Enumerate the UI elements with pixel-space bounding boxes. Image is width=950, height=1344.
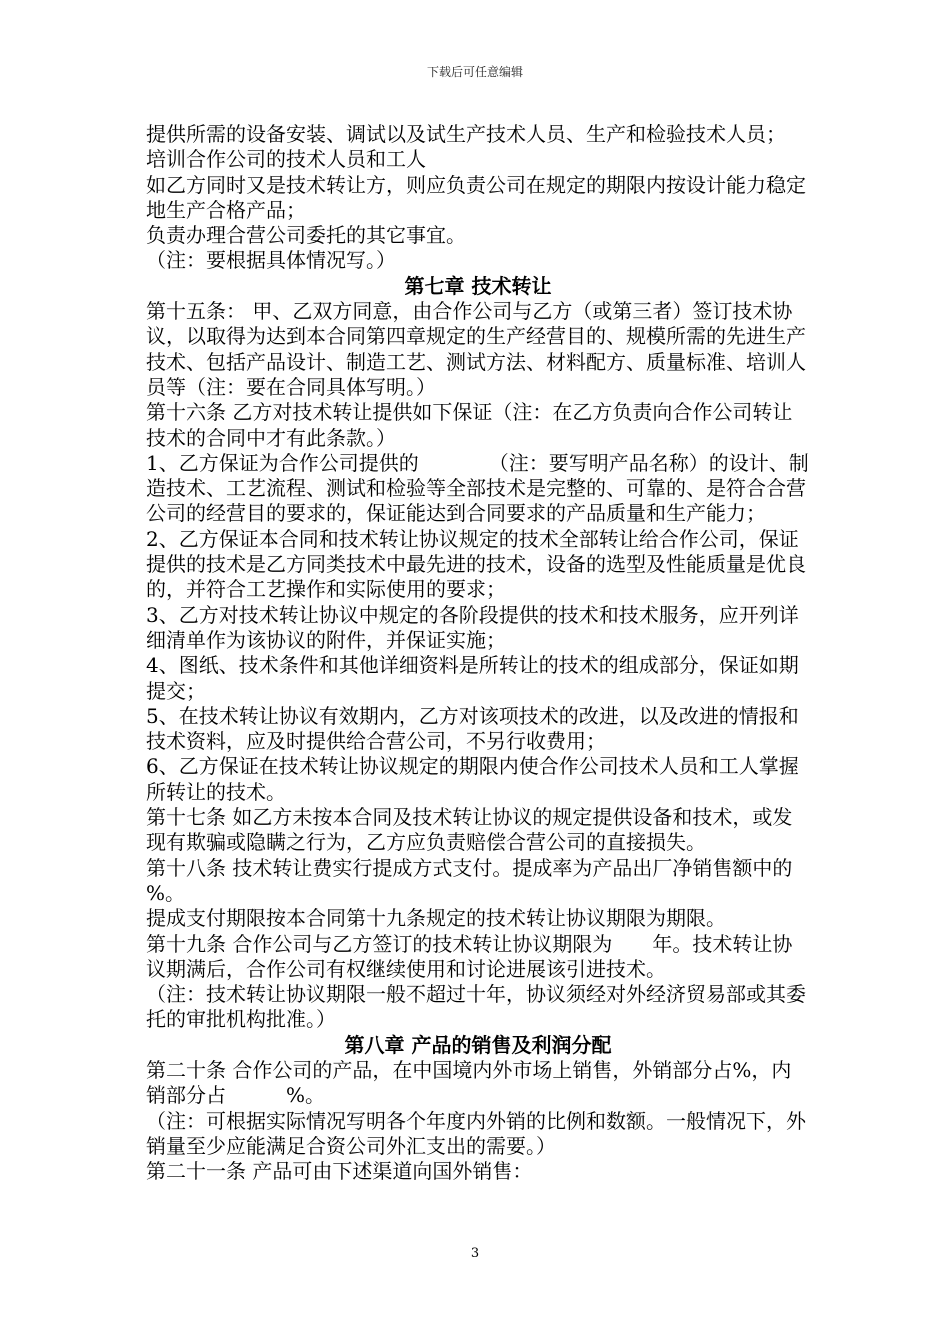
paragraph: 提供所需的设备安装、调试以及试生产技术人员、生产和检验技术人员； bbox=[146, 122, 786, 146]
list-item: 3、乙方对技术转让协议中规定的各阶段提供的技术和技术服务，应开列详细清单作为该协议的附件，并保证实施； bbox=[146, 602, 799, 652]
chapter-heading: 第八章 产品的销售及利润分配 bbox=[344, 1032, 612, 1057]
paragraph: 培训合作公司的技术人员和工人 bbox=[146, 147, 426, 172]
chapter-heading: 第七章 技术转让 bbox=[404, 273, 552, 298]
note: （注：要根据具体情况写。） bbox=[146, 248, 396, 273]
note: （注：可根据实际情况写明各个年度内外销的比例和数额。一般情况下，外销量至少应能满足合资公司外汇支出的需要。） bbox=[146, 1108, 806, 1158]
article-16: 第十六条 乙方对技术转让提供如下保证（注：在乙方负责向合作公司转让技术的合同中才有此条款。） bbox=[146, 400, 793, 450]
article-15: 第十五条： 甲、乙双方同意，由合作公司与乙方（或第三者）签订技术协议，以取得为达到本合同第四章规定的生产经营目的、规模所需的先进生产技术、包括产品设计、制造工艺、测试方法、材料配方、质量标准、培训人员等（注：要在合同具体写明。） bbox=[146, 299, 806, 399]
article-17: 第十七条 如乙方未按本合同及技术转让协议的规定提供设备和技术，或发现有欺骗或隐瞒之行为，乙方应负责赔偿合营公司的直接损失。 bbox=[146, 805, 793, 855]
list-item: 6、乙方保证在技术转让协议规定的期限内使合作公司技术人员和工人掌握所转让的技术。 bbox=[146, 754, 799, 804]
list-item: 2、乙方保证本合同和技术转让协议规定的技术全部转让给合作公司，保证提供的技术是乙方同类技术中最先进的技术，设备的选型及性能质量是优良的，并符合工艺操作和实际使用的要求； bbox=[146, 526, 806, 602]
article-19: 第十九条 合作公司与乙方签订的技术转让协议期限为 年。技术转让协议期满后，合作公司有权继续使用和讨论进展该引进技术。 bbox=[146, 931, 793, 981]
paragraph: 提成支付期限按本合同第十九条规定的技术转让协议期限为期限。 bbox=[146, 906, 726, 931]
page-header: 下载后可任意编辑 bbox=[426, 65, 523, 79]
paragraph: 如乙方同时又是技术转让方，则应负责公司在规定的期限内按设计能力稳定地生产合格产品； bbox=[146, 172, 806, 222]
document-body bbox=[146, 122, 853, 1184]
article-20: 第二十条 合作公司的产品，在中国境内外市场上销售，外销部分占%，内销部分占 %。 bbox=[146, 1057, 792, 1108]
note: （注：技术转让协议期限一般不超过十年，协议须经对外经济贸易部或其委托的审批机构批准。） bbox=[146, 982, 806, 1032]
list-item: 1、乙方保证为合作公司提供的 （注：要写明产品名称）的设计、制造技术、工艺流程、测试和检验等全部技术是完整的、可靠的、是符合合营公司的经营目的要求的，保证能达到合同要求的产品质量和生产能力； bbox=[146, 450, 809, 526]
article-18: 第十八条 技术转让费实行提成方式支付。提成率为产品出厂净销售额中的 %。 bbox=[146, 855, 853, 905]
article-21: 第二十一条 产品可由下述渠道向国外销售： bbox=[146, 1159, 533, 1184]
paragraph: 负责办理合营公司委托的其它事宜。 bbox=[146, 223, 466, 248]
page-number: 3 bbox=[470, 1246, 480, 1261]
list-item: 4、图纸、技术条件和其他详细资料是所转让的技术的组成部分，保证如期提交； bbox=[146, 653, 799, 703]
list-item: 5、在技术转让协议有效期内，乙方对该项技术的改进，以及改进的情报和技术资料，应及时提供给合营公司，不另行收费用； bbox=[146, 703, 799, 754]
